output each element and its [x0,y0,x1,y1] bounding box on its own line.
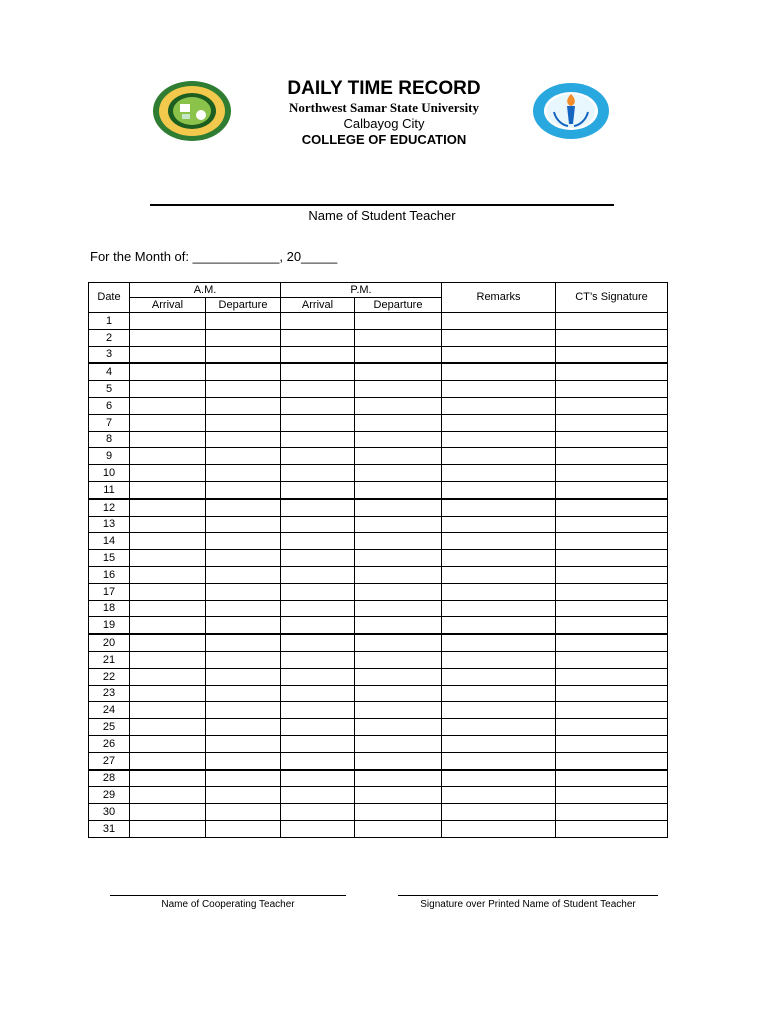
pm-departure-cell[interactable] [355,752,442,769]
pm-arrival-cell[interactable] [281,651,355,668]
table-row [89,481,668,498]
pm-departure-cell[interactable] [355,346,442,363]
am-departure-cell[interactable] [206,583,281,600]
am-departure-cell[interactable] [206,550,281,567]
remarks-cell[interactable] [442,431,556,448]
signature-cell[interactable] [556,550,668,567]
am-arrival-cell[interactable] [130,651,206,668]
am-arrival-cell[interactable] [130,787,206,804]
am-departure-cell[interactable] [206,651,281,668]
pm-departure-cell[interactable] [355,481,442,498]
am-arrival-header: Arrival [130,298,206,313]
am-arrival-cell[interactable] [130,363,206,380]
remarks-cell[interactable] [442,685,556,702]
am-arrival-cell[interactable] [130,465,206,482]
pm-departure-cell[interactable] [355,499,442,516]
remarks-cell[interactable] [442,820,556,837]
pm-departure-cell[interactable] [355,550,442,567]
remarks-cell[interactable] [442,481,556,498]
remarks-cell[interactable] [442,752,556,769]
table-row [89,634,668,651]
pm-departure-cell[interactable] [355,363,442,380]
am-departure-cell[interactable] [206,668,281,685]
remarks-cell[interactable] [442,363,556,380]
date-cell: 2 [89,329,130,346]
date-cell: 21 [89,651,130,668]
student-name-label: Name of Student Teacher [308,208,456,223]
am-departure-cell[interactable] [206,448,281,465]
pm-departure-cell[interactable] [355,719,442,736]
date-cell: 15 [89,550,130,567]
college-name: COLLEGE OF EDUCATION [301,132,467,147]
signature-cell[interactable] [556,397,668,414]
month-label: For the Month of: ____________, 20_____ [90,249,338,264]
pm-arrival-cell[interactable] [281,634,355,651]
pm-arrival-cell[interactable] [281,787,355,804]
am-departure-cell[interactable] [206,381,281,398]
signature-cell[interactable] [556,752,668,769]
pm-arrival-cell[interactable] [281,770,355,787]
remarks-cell[interactable] [442,787,556,804]
pm-departure-cell[interactable] [355,397,442,414]
signature-cell[interactable] [556,448,668,465]
date-cell: 27 [89,752,130,769]
am-departure-cell[interactable] [206,465,281,482]
am-arrival-cell[interactable] [130,329,206,346]
date-cell: 16 [89,566,130,583]
am-departure-cell[interactable] [206,363,281,380]
table-row [89,752,668,769]
date-cell: 10 [89,465,130,482]
table-row [89,381,668,398]
remarks-cell[interactable] [442,702,556,719]
signature-cell[interactable] [556,668,668,685]
am-arrival-cell[interactable] [130,346,206,363]
remarks-cell[interactable] [442,617,556,634]
date-cell: 31 [89,820,130,837]
signature-cell[interactable] [556,770,668,787]
signature-cell[interactable] [556,414,668,431]
remarks-cell[interactable] [442,550,556,567]
pm-arrival-header: Arrival [281,298,355,313]
am-departure-cell[interactable] [206,617,281,634]
signature-cell[interactable] [556,533,668,550]
pm-departure-cell[interactable] [355,787,442,804]
date-cell: 29 [89,787,130,804]
date-header: Date [89,283,130,313]
table-row [89,685,668,702]
pm-departure-cell[interactable] [355,820,442,837]
date-cell: 6 [89,397,130,414]
pm-arrival-cell[interactable] [281,329,355,346]
signature-cell[interactable] [556,820,668,837]
am-arrival-cell[interactable] [130,702,206,719]
pm-departure-cell[interactable] [355,583,442,600]
pm-departure-cell[interactable] [355,516,442,533]
table-row [89,431,668,448]
am-arrival-cell[interactable] [130,414,206,431]
signature-cell[interactable] [556,583,668,600]
pm-departure-cell[interactable] [355,668,442,685]
am-arrival-cell[interactable] [130,668,206,685]
table-row [89,516,668,533]
table-row [89,668,668,685]
pm-departure-header: Departure [355,298,442,313]
pm-arrival-cell[interactable] [281,381,355,398]
table-row [89,770,668,787]
date-cell: 23 [89,685,130,702]
pm-arrival-cell[interactable] [281,516,355,533]
am-departure-cell[interactable] [206,770,281,787]
signature-cell[interactable] [556,634,668,651]
date-cell: 3 [89,346,130,363]
table-row [89,499,668,516]
student-signature-line[interactable] [398,895,658,896]
pm-departure-cell[interactable] [355,414,442,431]
am-arrival-cell[interactable] [130,820,206,837]
pm-departure-cell[interactable] [355,566,442,583]
date-cell: 1 [89,313,130,330]
pm-departure-cell[interactable] [355,735,442,752]
pm-arrival-cell[interactable] [281,583,355,600]
date-cell: 26 [89,735,130,752]
remarks-cell[interactable] [442,397,556,414]
am-departure-cell[interactable] [206,600,281,617]
date-cell: 20 [89,634,130,651]
am-departure-cell[interactable] [206,752,281,769]
signature-cell[interactable] [556,516,668,533]
am-departure-cell[interactable] [206,719,281,736]
am-departure-cell[interactable] [206,481,281,498]
signature-cell[interactable] [556,481,668,498]
cooperating-teacher-line[interactable] [110,895,346,896]
pm-arrival-cell[interactable] [281,481,355,498]
signature-cell[interactable] [556,719,668,736]
document-title: DAILY TIME RECORD [287,78,481,99]
pm-arrival-cell[interactable] [281,804,355,821]
signature-cell[interactable] [556,617,668,634]
date-cell: 22 [89,668,130,685]
am-departure-cell[interactable] [206,820,281,837]
signature-cell[interactable] [556,566,668,583]
am-departure-cell[interactable] [206,313,281,330]
remarks-cell[interactable] [442,804,556,821]
am-arrival-cell[interactable] [130,719,206,736]
pm-departure-cell[interactable] [355,465,442,482]
table-row [89,583,668,600]
pm-arrival-cell[interactable] [281,735,355,752]
remarks-cell[interactable] [442,770,556,787]
date-cell: 7 [89,414,130,431]
am-departure-cell[interactable] [206,566,281,583]
remarks-cell[interactable] [442,381,556,398]
pm-departure-cell[interactable] [355,634,442,651]
remarks-cell[interactable] [442,634,556,651]
am-arrival-cell[interactable] [130,397,206,414]
signature-cell[interactable] [556,363,668,380]
pm-arrival-cell[interactable] [281,313,355,330]
am-arrival-cell[interactable] [130,583,206,600]
pm-arrival-cell[interactable] [281,820,355,837]
pm-arrival-cell[interactable] [281,752,355,769]
am-arrival-cell[interactable] [130,431,206,448]
table-row [89,329,668,346]
remarks-cell[interactable] [442,566,556,583]
cooperating-teacher-label: Name of Cooperating Teacher [161,899,295,910]
remarks-cell[interactable] [442,465,556,482]
student-signature-label: Signature over Printed Name of Student Teacher [420,899,636,910]
pm-departure-cell[interactable] [355,431,442,448]
pm-departure-cell[interactable] [355,313,442,330]
signature-cell[interactable] [556,804,668,821]
table-row [89,313,668,330]
signature-cell[interactable] [556,465,668,482]
am-arrival-cell[interactable] [130,566,206,583]
pm-departure-cell[interactable] [355,533,442,550]
pm-departure-cell[interactable] [355,600,442,617]
table-row [89,346,668,363]
time-record-table [88,282,668,838]
am-departure-cell[interactable] [206,397,281,414]
table-row [89,600,668,617]
date-cell: 18 [89,600,130,617]
student-name-line[interactable] [150,204,614,206]
signature-cell[interactable] [556,600,668,617]
am-arrival-cell[interactable] [130,516,206,533]
am-arrival-cell[interactable] [130,752,206,769]
am-departure-cell[interactable] [206,702,281,719]
am-arrival-cell[interactable] [130,770,206,787]
table-row [89,566,668,583]
table-row [89,397,668,414]
pm-arrival-cell[interactable] [281,431,355,448]
signature-cell[interactable] [556,431,668,448]
remarks-cell[interactable] [442,414,556,431]
am-departure-cell[interactable] [206,414,281,431]
pm-arrival-cell[interactable] [281,550,355,567]
am-arrival-cell[interactable] [130,735,206,752]
date-cell: 12 [89,499,130,516]
date-cell: 9 [89,448,130,465]
pm-departure-cell[interactable] [355,381,442,398]
pm-arrival-cell[interactable] [281,702,355,719]
pm-departure-cell[interactable] [355,804,442,821]
pm-arrival-cell[interactable] [281,533,355,550]
table-row [89,804,668,821]
remarks-cell[interactable] [442,448,556,465]
table-row [89,702,668,719]
am-departure-cell[interactable] [206,685,281,702]
pm-departure-cell[interactable] [355,702,442,719]
signature-cell[interactable] [556,313,668,330]
remarks-cell[interactable] [442,583,556,600]
pm-departure-cell[interactable] [355,448,442,465]
pm-arrival-cell[interactable] [281,617,355,634]
city-name: Calbayog City [343,116,425,131]
date-cell: 30 [89,804,130,821]
am-arrival-cell[interactable] [130,481,206,498]
date-cell: 13 [89,516,130,533]
table-row [89,617,668,634]
remarks-cell[interactable] [442,600,556,617]
remarks-cell[interactable] [442,651,556,668]
pm-departure-cell[interactable] [355,770,442,787]
am-departure-header: Departure [206,298,281,313]
university-name: Northwest Samar State University [288,100,480,115]
am-arrival-cell[interactable] [130,448,206,465]
pm-arrival-cell[interactable] [281,719,355,736]
am-arrival-cell[interactable] [130,499,206,516]
pm-departure-cell[interactable] [355,617,442,634]
pm-arrival-cell[interactable] [281,566,355,583]
signature-cell[interactable] [556,381,668,398]
am-departure-cell[interactable] [206,499,281,516]
date-cell: 25 [89,719,130,736]
am-arrival-cell[interactable] [130,533,206,550]
date-cell: 24 [89,702,130,719]
am-departure-cell[interactable] [206,533,281,550]
am-arrival-cell[interactable] [130,804,206,821]
am-departure-cell[interactable] [206,346,281,363]
signature-cell[interactable] [556,702,668,719]
table-row [89,787,668,804]
signature-header: CT’s Signature [556,283,668,313]
date-cell: 28 [89,770,130,787]
pm-header: P.M. [281,283,442,298]
signature-cell[interactable] [556,651,668,668]
remarks-cell[interactable] [442,516,556,533]
remarks-cell[interactable] [442,735,556,752]
am-departure-cell[interactable] [206,634,281,651]
am-arrival-cell[interactable] [130,617,206,634]
table-row [89,465,668,482]
table-row [89,651,668,668]
am-departure-cell[interactable] [206,329,281,346]
date-cell: 5 [89,381,130,398]
am-arrival-cell[interactable] [130,600,206,617]
am-arrival-cell[interactable] [130,313,206,330]
am-departure-cell[interactable] [206,804,281,821]
date-cell: 17 [89,583,130,600]
time-record-rows [89,313,668,838]
pm-arrival-cell[interactable] [281,448,355,465]
remarks-cell[interactable] [442,329,556,346]
table-row [89,363,668,380]
remarks-cell[interactable] [442,499,556,516]
remarks-cell[interactable] [442,313,556,330]
date-cell: 14 [89,533,130,550]
remarks-cell[interactable] [442,346,556,363]
pm-arrival-cell[interactable] [281,600,355,617]
table-row [89,820,668,837]
remarks-cell[interactable] [442,668,556,685]
pm-arrival-cell[interactable] [281,346,355,363]
remarks-cell[interactable] [442,533,556,550]
signature-cell[interactable] [556,787,668,804]
pm-departure-cell[interactable] [355,329,442,346]
pm-departure-cell[interactable] [355,685,442,702]
am-arrival-cell[interactable] [130,634,206,651]
table-row [89,414,668,431]
date-cell: 8 [89,431,130,448]
table-row [89,533,668,550]
pm-arrival-cell[interactable] [281,414,355,431]
signature-cell[interactable] [556,329,668,346]
table-row [89,719,668,736]
am-arrival-cell[interactable] [130,550,206,567]
remarks-header: Remarks [442,283,556,313]
am-departure-cell[interactable] [206,516,281,533]
pm-arrival-cell[interactable] [281,397,355,414]
pm-arrival-cell[interactable] [281,363,355,380]
pm-arrival-cell[interactable] [281,465,355,482]
pm-arrival-cell[interactable] [281,499,355,516]
table-row [89,735,668,752]
signature-cell[interactable] [556,499,668,516]
pm-arrival-cell[interactable] [281,668,355,685]
remarks-cell[interactable] [442,719,556,736]
signature-cell[interactable] [556,346,668,363]
am-departure-cell[interactable] [206,431,281,448]
signature-cell[interactable] [556,735,668,752]
pm-departure-cell[interactable] [355,651,442,668]
date-cell: 4 [89,363,130,380]
am-departure-cell[interactable] [206,787,281,804]
am-departure-cell[interactable] [206,735,281,752]
date-cell: 11 [89,481,130,498]
am-header: A.M. [130,283,281,298]
am-arrival-cell[interactable] [130,685,206,702]
date-cell: 19 [89,617,130,634]
pm-arrival-cell[interactable] [281,685,355,702]
table-row [89,448,668,465]
am-arrival-cell[interactable] [130,381,206,398]
table-row [89,550,668,567]
signature-cell[interactable] [556,685,668,702]
